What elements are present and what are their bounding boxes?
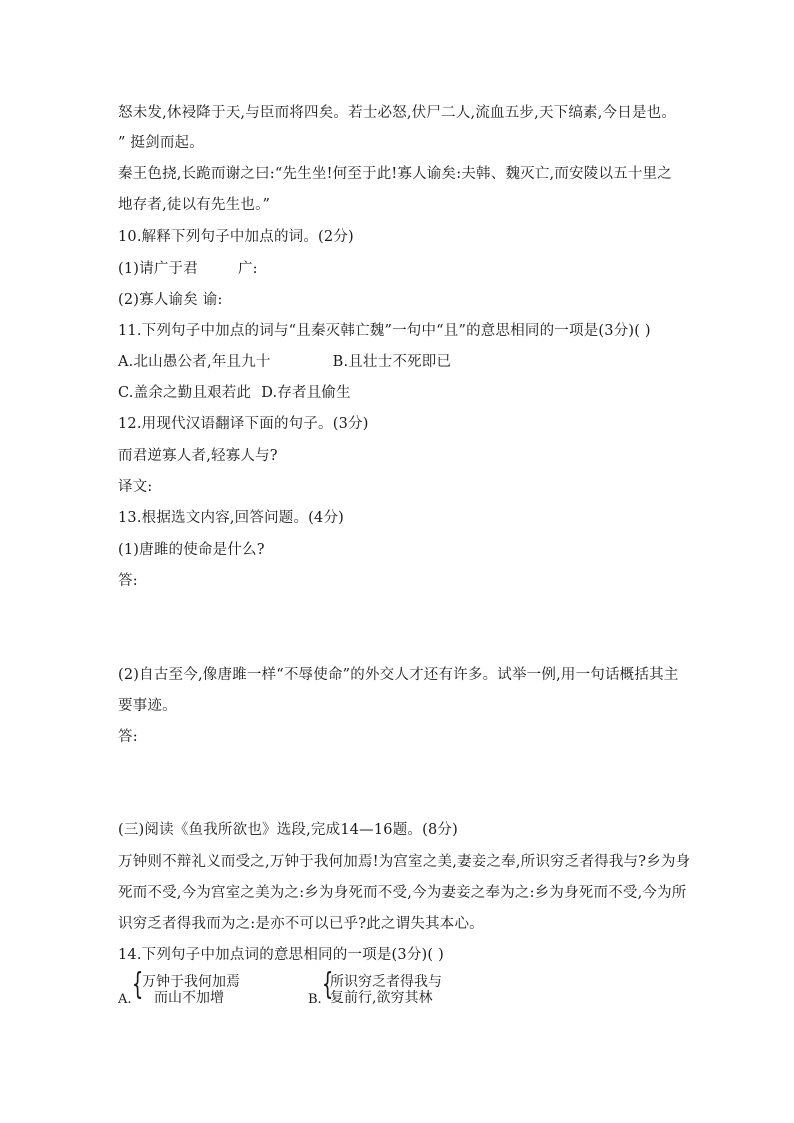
question-13-answer-1-label: 答: (118, 573, 138, 589)
question-11-title: 11.下列句子中加点的词与“且秦灭韩亡魏”一句中“且”的意思相同的一项是(3分)( ) (118, 323, 651, 339)
q14-option-a-top: 万钟于我何加焉 (142, 974, 240, 990)
question-13-item-2-line-1: (2)自古至今,像唐雎一样“不辱使命”的外交人才还有许多。试举一例,用一句话概括其主 (118, 667, 679, 683)
section-3-passage-line-1: 万钟则不辩礼义而受之,万钟于我何加焉!为宫室之美,妻妾之奉,所识穷乏者得我与?乡为身 (118, 854, 691, 870)
passage-line-2: ” 挺剑而起。 (118, 135, 204, 151)
passage-line-3: 秦王色挠,长跪而谢之曰:“先生坐!何至于此!寡人谕矣:夫韩、魏灭亡,而安陵以五十里之 (118, 166, 672, 182)
q11-option-a: A.北山愚公者,年且九十 (118, 354, 271, 370)
q10-item1-word: 广: (237, 261, 258, 277)
question-12-sentence: 而君逆寡人者,轻寡人与? (118, 448, 278, 464)
question-13-title: 13.根据选文内容,回答问题。(4分) (118, 510, 345, 526)
question-14-title: 14.下列句子中加点词的意思相同的一项是(3分)( ) (118, 947, 444, 963)
question-11-options-cd (118, 383, 351, 403)
q14-option-b-bottom: 复前行,欲穷其林 (330, 990, 433, 1006)
q14-option-a-letter: A. (118, 992, 132, 1007)
question-11-options-ab (118, 352, 451, 372)
q10-item1-sentence: (1)请广于君 (118, 261, 198, 277)
section-3-passage-line-2: 死而不受,今为宫室之美为之:乡为身死而不受,今为妻妾之奉为之:乡为身死而不受,今为所 (118, 885, 687, 901)
section-3-title: (三)阅读《鱼我所欲也》选段,完成14—16题。(8分) (118, 822, 458, 838)
question-12-answer-label: 译文: (118, 479, 153, 495)
question-10-title: 10.解释下列句子中加点的词。(2分) (118, 229, 354, 245)
q14-option-b-letter: B. (308, 992, 322, 1007)
q11-option-b: B.且壮士不死即已 (332, 354, 452, 370)
question-10-item-1 (118, 259, 258, 279)
q11-option-d: D.存者且偷生 (261, 385, 351, 401)
passage-line-1: 怒未发,休祲降于天,与臣而将四矣。若士必怒,伏尸二人,流血五步,天下缟素,今日是也。 (118, 105, 677, 121)
question-10-item-2: (2)寡人谕矣 谕: (118, 292, 223, 308)
question-13-item-1: (1)唐雎的使命是什么? (118, 542, 265, 558)
question-13-answer-2-label: 答: (118, 729, 138, 745)
q11-option-c: C.盖余之勤且艰若此 (118, 385, 252, 401)
q14-option-a-brace-icon: { (131, 967, 144, 1002)
passage-line-4: 地存者,徒以有先生也。” (118, 197, 271, 213)
q14-option-a-bottom: 而山不加增 (154, 990, 224, 1006)
question-13-item-2-line-2: 要事迹。 (118, 698, 177, 714)
q14-option-b-brace-icon: { (321, 967, 334, 1002)
q14-option-b-top: 所识穷乏者得我与 (330, 974, 442, 990)
question-12-title: 12.用现代汉语翻译下面的句子。(3分) (118, 416, 369, 432)
section-3-passage-line-3: 识穷乏者得我而为之:是亦不可以已乎?此之谓失其本心。 (118, 916, 484, 932)
